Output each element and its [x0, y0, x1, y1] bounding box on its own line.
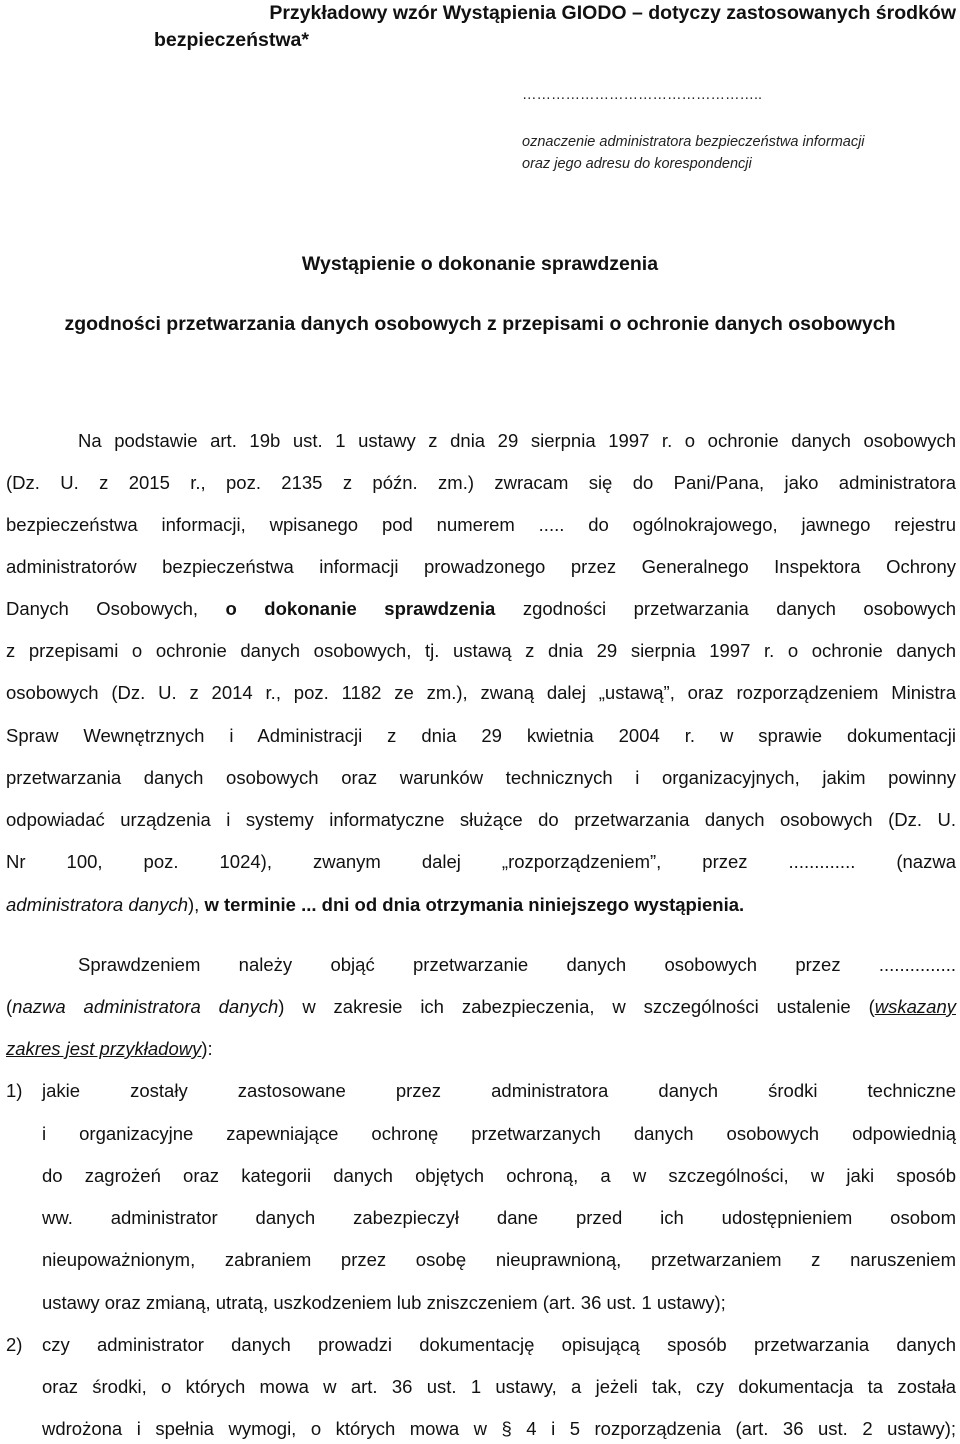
list-item-1-line-6: ustawy oraz zmianą, utratą, uszkodzeniem lub zniszczeniem (art. 36 ust. 1 ustawy);: [42, 1292, 726, 1313]
para2-line-3b: ):: [201, 1038, 213, 1059]
list-item-2-line-2: oraz środki, o których mowa w art. 36 ust. 1 ustawy, a jeżeli tak, czy dokumentacja ta została: [42, 1376, 956, 1397]
para1-line-5a: Danych Osobowych,: [6, 598, 199, 619]
address-caption-line-2: oraz jego adresu do korespondencji: [522, 156, 752, 172]
document-title-line-2: zgodności przetwarzania danych osobowych z przepisami o ochronie danych osobowych: [64, 313, 896, 335]
para1-line-10: odpowiadać urządzenia i systemy informatyczne służące do przetwarzania danych osobowych (Dz. U.: [6, 809, 956, 830]
list-item-1-line-1: jakie zostały zastosowane przez administratora danych środki techniczne: [42, 1080, 956, 1101]
para2-line-3: [6, 1038, 956, 1060]
header-line-2: bezpieczeństwa*: [154, 29, 309, 51]
list-item-2-line-3: wdrożona i spełnia wymogi, o których mowa w § 4 i 5 rozporządzenia (art. 36 ust. 2 ustawy);: [42, 1418, 956, 1439]
list-item-2-number: 2): [6, 1334, 23, 1355]
para1-line-12: [6, 894, 956, 916]
para1-line-4: administratorów bezpieczeństwa informacji prowadzonego przez Generalnego Inspektora Ochrony: [6, 556, 956, 577]
para1-line-1: Na podstawie art. 19b ust. 1 ustawy z dnia 29 sierpnia 1997 r. o ochronie danych osobowych: [78, 430, 956, 451]
para1-line-5b: o dokonanie sprawdzenia: [225, 598, 496, 619]
para2-line-2d: wskazany: [874, 996, 956, 1017]
para1-line-2: (Dz. U. z 2015 r., poz. 2135 z późn. zm.) zwracam się do Pani/Pana, jako administratora: [6, 472, 956, 493]
list-item-1-line-5: nieupoważnionym, zabraniem przez osobę nieuprawnioną, przetwarzaniem z naruszeniem: [42, 1249, 956, 1270]
para2-line-2b: nazwa administratora danych: [12, 996, 279, 1017]
para1-line-7: osobowych (Dz. U. z 2014 r., poz. 1182 ze zm.), zwaną dalej „ustawą”, oraz rozporządzeniem Ministra: [6, 682, 956, 703]
para2-line-1: Sprawdzeniem należy objąć przetwarzanie danych osobowych przez ...............: [78, 954, 956, 975]
list-item-1-line-2: i organizacyjne zapewniające ochronę przetwarzanych danych osobowych odpowiednią: [42, 1123, 956, 1144]
para1-line-12b: ),: [188, 894, 200, 915]
address-caption-line-1: oznaczenie administratora bezpieczeństwa informacji: [522, 134, 865, 150]
header-line-1: Przykładowy wzór Wystąpienia GIODO – dotyczy zastosowanych środków: [269, 2, 956, 24]
list-item-1-line-4: ww. administrator danych zabezpieczył dane przed ich udostępnieniem osobom: [42, 1207, 956, 1228]
para1-line-5: [6, 598, 956, 620]
para2-line-2a: (: [6, 996, 13, 1017]
para1-line-5c: zgodności przetwarzania danych osobowych: [522, 598, 956, 619]
para1-line-6: z przepisami o ochronie danych osobowych, tj. ustawą z dnia 29 sierpnia 1997 r. o ochronie danych: [6, 640, 956, 661]
para1-line-3: bezpieczeństwa informacji, wpisanego pod numerem ..... do ogólnokrajowego, jawnego rejestru: [6, 514, 956, 535]
para2-line-3a: zakres jest przykładowy: [6, 1038, 202, 1059]
para1-line-11: Nr 100, poz. 1024), zwanym dalej „rozporządzeniem”, przez ............. (nazwa: [6, 851, 956, 872]
para2-line-2c: ) w zakresie ich zabezpieczenia, w szczególności ustalenie (: [278, 996, 875, 1017]
list-item-1-number: 1): [6, 1080, 23, 1101]
para1-line-12a: administratora danych: [6, 894, 189, 915]
list-item-2-line-1: czy administrator danych prowadzi dokumentację opisującą sposób przetwarzania danych: [42, 1334, 956, 1355]
para1-line-12c: w terminie ... dni od dnia otrzymania niniejszego wystąpienia.: [204, 894, 745, 915]
para1-line-9: przetwarzania danych osobowych oraz warunków technicznych i organizacyjnych, jakim powinny: [6, 767, 956, 788]
list-item-1-line-3: do zagrożeń oraz kategorii danych objętych ochroną, a w szczególności, w jaki sposób: [42, 1165, 956, 1186]
document-title-line-1: Wystąpienie o dokonanie sprawdzenia: [301, 253, 659, 275]
address-placeholder: …………………………………………..: [522, 87, 763, 103]
para1-line-8: Spraw Wewnętrznych i Administracji z dnia 29 kwietnia 2004 r. w sprawie dokumentacji: [6, 725, 956, 746]
para2-line-2: [6, 996, 956, 1018]
